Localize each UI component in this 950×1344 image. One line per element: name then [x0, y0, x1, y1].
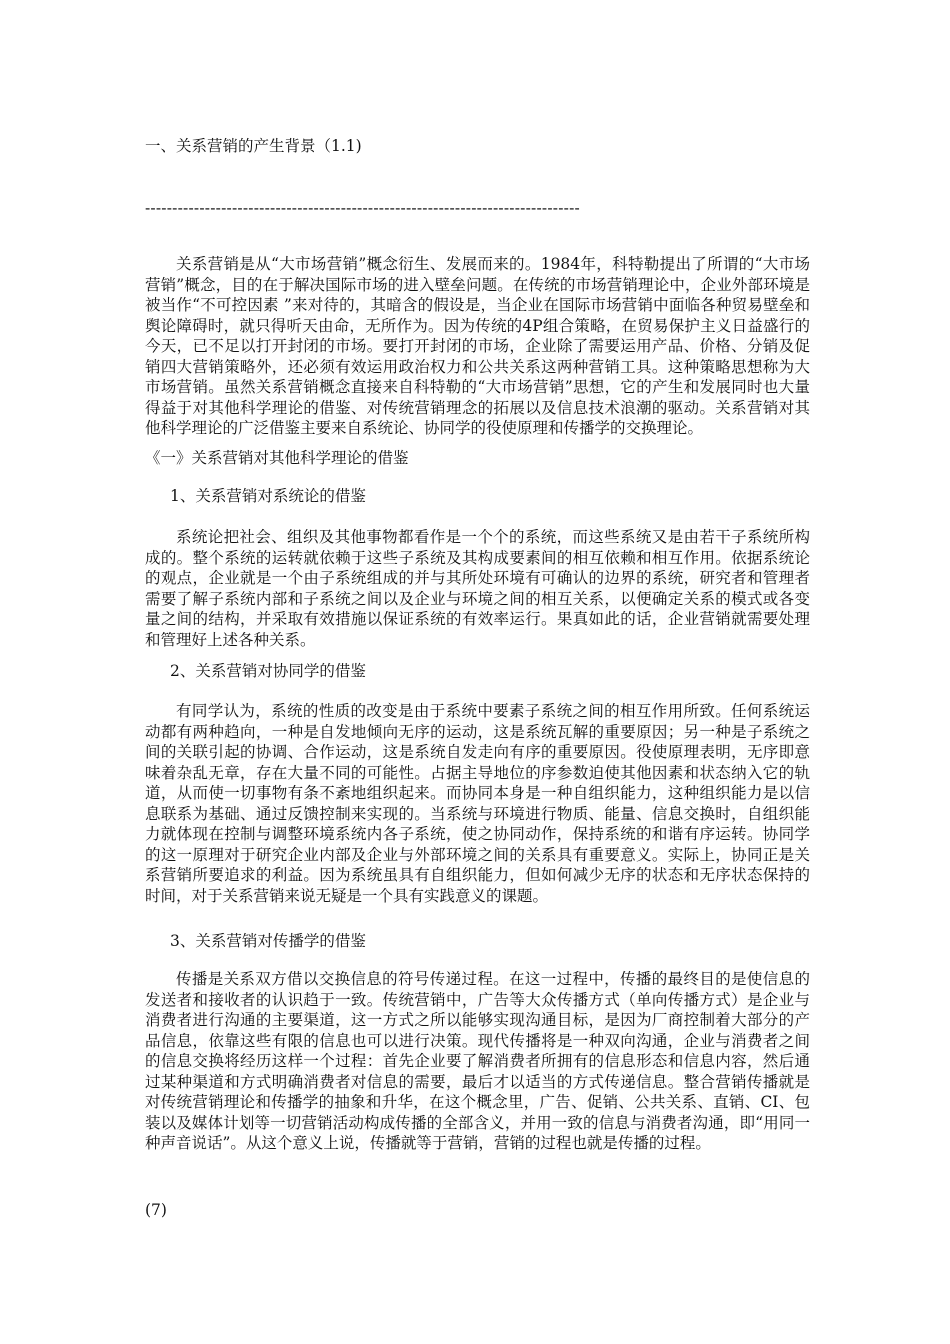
subsection-2-title: 2、关系营销对协同学的借鉴	[170, 662, 366, 680]
subsection-2-body: 有同学认为，系统的性质的改变是由于系统中要素子系统之间的相互作用所致。任何系统运动都有两种趋向，一种是自发地倾向无序的运动，这是系统瓦解的重要原因；另一种是子系统之间的关联引起的协调、合作运动，这是系统自发走向有序的重要原因。役使原理表明，无序即意味着杂乱无章，存在大量不同的可能性。占据主导地位的序参数迫使其他因素和状态纳入它的轨道，从而使一切事物有条不紊地组织起来。而协同本身是一种自组织能力，这种组织能力是以信息联系为基础、通过反馈控制来实现的。当系统与环境进行物质、能量、信息交换时，自组织能力就体现在控制与调整环境系统内各子系统，使之协同动作，保持系统的和谐有序运转。协同学的这一原理对于研究企业内部及企业与外部环境之间的关系具有重要意义。实际上，协同正是关系营销所要追求的利益。因为系统虽具有自组织能力，但如何减少无序的状态和无序状态保持的时间，对于关系营销来说无疑是一个具有实践意义的课题。	[145, 702, 810, 905]
separator-rule: --------------------------------------------------------------------------------	[145, 199, 580, 217]
page-marker: (7)	[145, 1201, 167, 1219]
section-one-heading: 《一》关系营销对其他科学理论的借鉴	[145, 449, 409, 467]
subsection-3-body: 传播是关系双方借以交换信息的符号传递过程。在这一过程中，传播的最终目的是使信息的发送者和接收者的认识趋于一致。传统营销中，广告等大众传播方式（单向传播方式）是企业与消费者进行沟通的主要渠道，这一方式之所以能够实现沟通目标，是因为厂商控制着大部分的产品信息，依靠这些有限的信息也可以进行决策。现代传播将是一种双向沟通，企业与消费者之间的信息交换将经历这样一个过程：首先企业要了解消费者所拥有的信息形态和信息内容，然后通过某种渠道和方式明确消费者对信息的需要，最后才以适当的方式传递信息。整合营销传播就是对传统营销理论和传播学的抽象和升华，在这个概念里，广告、促销、公共关系、直销、CI、包装以及媒体计划等一切营销活动构成传播的全部含义，并用一致的信息与消费者沟通，即“用同一种声音说话”。从这个意义上说，传播就等于营销，营销的过程也就是传播的过程。	[145, 970, 810, 1152]
subsection-3-title: 3、关系营销对传播学的借鉴	[170, 932, 366, 950]
intro-paragraph: 关系营销是从“大市场营销”概念衍生、发展而来的。1984年，科特勒提出了所谓的“大市场营销”概念，目的在于解决国际市场的进入壁垒问题。在传统的市场营销理论中，企业外部环境是被当作“不可控因素 ”来对待的，其暗含的假设是，当企业在国际市场营销中面临各种贸易壁垒和舆论障碍时，就只得听天由命，无所作为。因为传统的4P组合策略，在贸易保护主义日益盛行的今天，已不足以打开封闭的市场。要打开封闭的市场，企业除了需要运用产品、价格、分销及促销四大营销策略外，还必须有效运用政治权力和公共关系这两种营销工具。这种策略思想称为大市场营销。虽然关系营销概念直接来自科特勒的“大市场营销”思想，它的产生和发展同时也大量得益于对其他科学理论的借鉴、对传统营销理念的拓展以及信息技术浪潮的驱动。关系营销对其他科学理论的广泛借鉴主要来自系统论、协同学的役使原理和传播学的交换理论。	[145, 255, 810, 437]
subsection-1-title: 1、关系营销对系统论的借鉴	[170, 487, 366, 505]
subsection-1-body: 系统论把社会、组织及其他事物都看作是一个个的系统，而这些系统又是由若干子系统所构成的。整个系统的运转就依赖于这些子系统及其构成要素间的相互依赖和相互作用。依据系统论的观点，企业就是一个由子系统组成的并与其所处环境有可确认的边界的系统，研究者和管理者需要了解子系统内部和子系统之间以及企业与环境之间的相互关系，以便确定关系的模式或各变量之间的结构，并采取有效措施以保证系统的有效率运行。果真如此的话，企业营销就需要处理和管理好上述各种关系。	[145, 528, 810, 649]
section-title: 一、关系营销的产生背景（1.1)	[145, 137, 362, 155]
